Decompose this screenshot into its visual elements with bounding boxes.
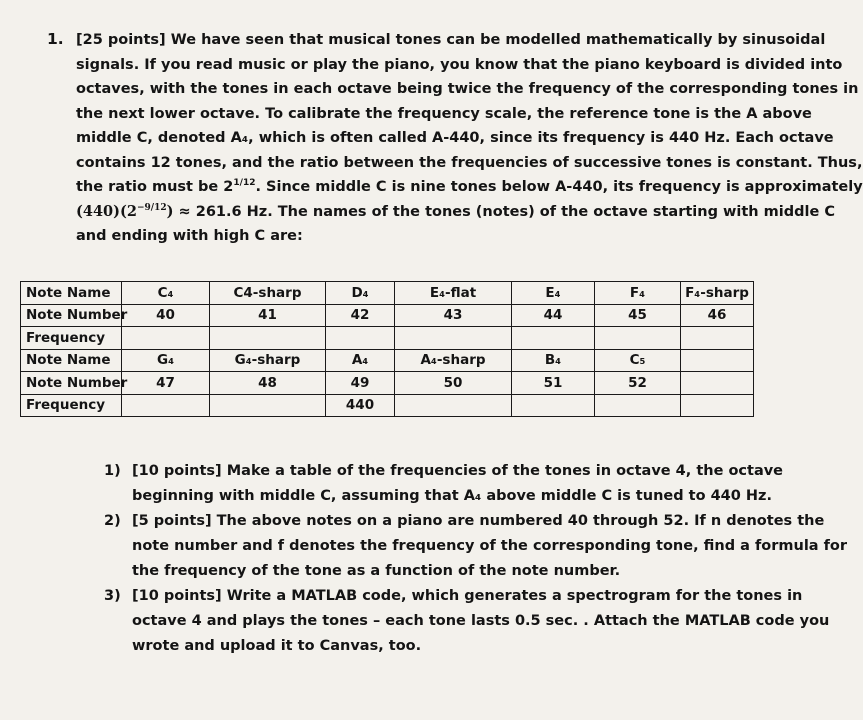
table-cell: D₄ [326,282,395,305]
task-number: 1) [104,463,121,479]
row-label: Frequency [21,327,122,350]
question-text [76,28,863,249]
task-line: note number and f denotes the frequency of the corresponding tone, find a formula for [132,538,848,554]
task-line: [5 points] The above notes on a piano are numbered 40 through 52. If n denotes the [132,513,825,529]
table-cell [122,394,210,417]
table-cell: F₄ [595,282,681,305]
task-item [104,584,830,659]
table-cell [681,327,754,350]
table-row [21,394,754,417]
task-line: [10 points] Write a MATLAB code, which generates a spectrogram for the tones in [132,588,803,604]
table-row [21,372,754,395]
table-cell [595,327,681,350]
intro-last-line: and ending with high C are: [76,228,303,244]
table-cell: 51 [512,372,595,395]
table-cell: 44 [512,304,595,327]
table-cell: E₄ [512,282,595,305]
table-cell [512,394,595,417]
intro-line: the next lower octave. To calibrate the frequency scale, the reference tone is the A above [76,105,812,122]
ratio-text: the ratio must be 2 [76,179,234,195]
table-cell: C₅ [595,349,681,372]
intro-line: octaves, with the tones in each octave being twice the frequency of the corresponding tones in [76,81,859,97]
row-label: Note Name [21,349,122,372]
table-cell [595,394,681,417]
table-cell [122,327,210,350]
formula-base: 440 [82,202,114,220]
table-cell: G₄-sharp [210,349,326,372]
table-cell: G₄ [122,349,210,372]
table-cell: 42 [326,304,395,327]
table-cell [512,327,595,350]
table-cell [395,394,512,417]
question-number: 1. [47,30,64,48]
table-cell: 41 [210,304,326,327]
table-cell: 47 [122,372,210,395]
table-cell: C₄ [122,282,210,305]
table-cell: 50 [395,372,512,395]
table-cell [681,349,754,372]
row-label: Note Number [21,372,122,395]
table-cell: E₄-flat [395,282,512,305]
formula-exponent: −9/12 [136,202,167,213]
table-cell [681,394,754,417]
table-cell [326,327,395,350]
table-row [21,349,754,372]
row-label: Note Number [21,304,122,327]
table-row [21,327,754,350]
table-row [21,282,754,305]
table-cell: 45 [595,304,681,327]
ratio-line [76,175,863,200]
intro-line: contains 12 tones, and the ratio between the frequencies of successive tones is constant. Thus, [76,154,863,171]
table-row [21,304,754,327]
task-number: 2) [104,513,121,529]
ratio-text-after: . Since middle C is nine tones below A-440, its frequency is approximately [255,179,863,195]
row-label: Frequency [21,394,122,417]
formula-approx-text: ≈ 261.6 Hz. The names of the tones (notes) of the octave starting with middle C [178,203,835,220]
table-cell: 440 [326,394,395,417]
task-number: 3) [104,588,121,604]
task-line: the frequency of the tone as a function of the note number. [132,563,621,579]
intro-line: [25 points] We have seen that musical tones can be modelled mathematically by sinusoidal [76,32,826,48]
table-cell [210,327,326,350]
intro-line: signals. If you read music or play the piano, you know that the piano keyboard is divided into [76,56,843,73]
task-line: [10 points] Make a table of the frequencies of the tones in octave 4, the octave [132,463,784,479]
task-list [104,459,848,659]
table-cell [210,394,326,417]
row-label: Note Name [21,282,122,305]
table-cell: A₄-sharp [395,349,512,372]
task-item [104,509,848,584]
table-cell: 40 [122,304,210,327]
table-cell: F₄-sharp [681,282,754,305]
formula: $(440)(2^{-9/12})$ [76,202,174,220]
task-item [104,459,784,509]
table-cell: 48 [210,372,326,395]
table-cell: C4-sharp [210,282,326,305]
formula-line [76,200,835,225]
table-cell: 46 [681,304,754,327]
notes-table [20,281,754,417]
table-cell: A₄ [326,349,395,372]
ratio-exponent: 1/12 [233,178,256,189]
task-line: wrote and upload it to Canvas, too. [132,638,422,654]
task-line: octave 4 and plays the tones – each tone lasts 0.5 sec. . Attach the MATLAB code you [132,613,830,629]
formula-power-base: 2 [126,202,137,220]
table-cell: 49 [326,372,395,395]
table-cell: B₄ [512,349,595,372]
table-cell: 52 [595,372,681,395]
task-line: beginning with middle C, assuming that A₄ above middle C is tuned to 440 Hz. [132,488,772,504]
table-cell: 43 [395,304,512,327]
intro-line: middle C, denoted A₄, which is often called A-440, since its frequency is 440 Hz. Each octave [76,130,834,146]
table-cell [395,327,512,350]
table-cell [681,372,754,395]
